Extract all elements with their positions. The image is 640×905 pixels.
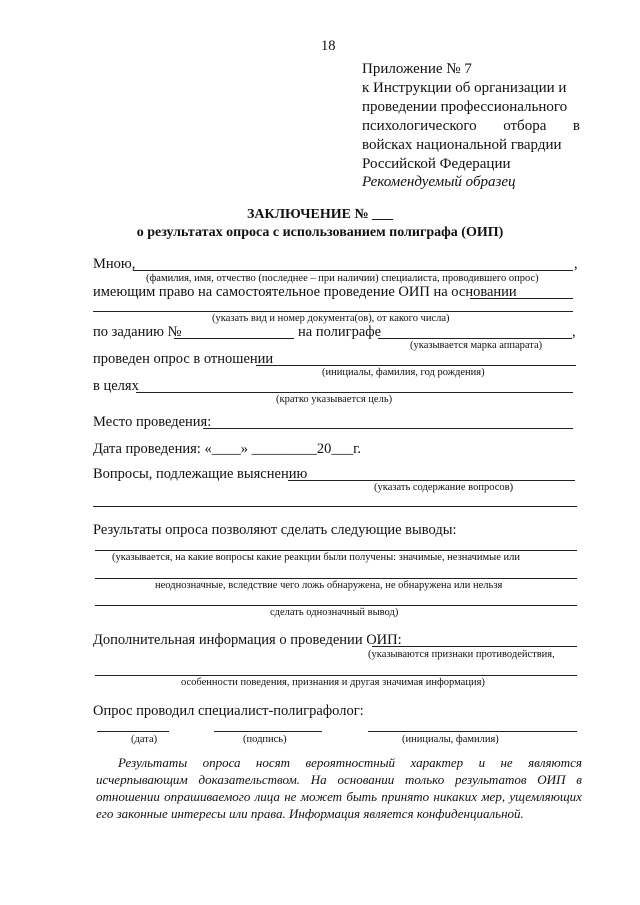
basis-field-continued[interactable] bbox=[93, 311, 573, 312]
to-label: Мною, bbox=[93, 256, 136, 272]
results-hint-3: сделать однозначный вывод) bbox=[270, 607, 399, 618]
to-hint: (фамилия, имя, отчество (последнее – при наличии) специалиста, проводившего опрос) bbox=[146, 273, 539, 284]
page-number: 18 bbox=[321, 38, 336, 54]
results-field-1[interactable] bbox=[95, 550, 577, 551]
specialist-label: Опрос проводил специалист-полиграфолог: bbox=[93, 703, 364, 719]
purpose-field[interactable] bbox=[136, 392, 573, 393]
sign-date-field[interactable] bbox=[97, 731, 169, 732]
note-line-4: его законные интересы или права. Информация является конфиденциальной. bbox=[96, 806, 524, 821]
polygraph-hint: (указывается марка аппарата) bbox=[410, 340, 543, 351]
questions-hint: (указать содержание вопросов) bbox=[374, 482, 514, 493]
additional-field[interactable] bbox=[372, 646, 577, 647]
additional-hint-2: особенности поведения, признания и другая значимая информация) bbox=[181, 677, 485, 688]
appendix-line: Российской Федерации bbox=[362, 156, 511, 172]
additional-field-continued[interactable] bbox=[95, 675, 577, 676]
task-number-field[interactable] bbox=[174, 338, 294, 339]
right-label: имеющим право на самостоятельное проведение ОИП на основании bbox=[93, 284, 517, 300]
sign-signature-caption: (подпись) bbox=[243, 734, 287, 745]
appendix-block bbox=[362, 60, 580, 174]
purpose-label: в целях bbox=[93, 378, 139, 394]
appendix-title: Приложение № 7 bbox=[362, 61, 472, 77]
questions-field-continued[interactable] bbox=[93, 506, 577, 507]
appendix-line: войсках национальной гвардии bbox=[362, 137, 562, 153]
results-field-3[interactable] bbox=[95, 605, 577, 606]
results-hint-2: неоднозначные, вследствие чего ложь обнаружена, не обнаружена или нельзя bbox=[155, 580, 503, 591]
sign-name-field[interactable] bbox=[368, 731, 577, 732]
subject-label: проведен опрос в отношении bbox=[93, 351, 274, 367]
disclaimer-note bbox=[96, 754, 582, 822]
subject-field[interactable] bbox=[256, 365, 576, 366]
note-line-3: отношении опрашиваемого лица не может быть принято никаких мер, ущемляющих bbox=[96, 789, 582, 804]
additional-hint-1: (указываются признаки противодействия, bbox=[368, 649, 555, 660]
results-field-2[interactable] bbox=[95, 578, 577, 579]
appendix-line: проведении профессионального bbox=[362, 99, 568, 115]
polygraph-label: на полиграфе bbox=[298, 324, 382, 340]
signature-field[interactable] bbox=[214, 731, 322, 732]
date-field[interactable]: Дата проведения: «____» _________20___г. bbox=[93, 441, 362, 457]
results-label: Результаты опроса позволяют сделать следующие выводы: bbox=[93, 522, 457, 538]
document-title: ЗАКЛЮЧЕНИЕ № ___ bbox=[246, 207, 394, 222]
sign-date-caption: (дата) bbox=[131, 734, 158, 745]
basis-field[interactable] bbox=[470, 298, 573, 299]
appendix-line: психологического отбора в bbox=[362, 118, 580, 134]
subject-hint: (инициалы, фамилия, год рождения) bbox=[322, 367, 485, 378]
sample-label: Рекомендуемый образец bbox=[362, 174, 516, 190]
sign-name-caption: (инициалы, фамилия) bbox=[402, 734, 499, 745]
task-label: по заданию № bbox=[93, 324, 182, 340]
polygraph-field[interactable] bbox=[378, 338, 572, 339]
document-subtitle: о результатах опроса с использованием полиграфа (ОИП) bbox=[136, 225, 504, 240]
place-field[interactable] bbox=[203, 428, 573, 429]
place-label: Место проведения: bbox=[93, 414, 212, 430]
additional-label: Дополнительная информация о проведении ОИП: bbox=[93, 632, 402, 648]
specialist-name-field[interactable] bbox=[133, 270, 573, 271]
questions-label: Вопросы, подлежащие выяснению bbox=[93, 466, 308, 482]
appendix-line: к Инструкции об организации и bbox=[362, 80, 567, 96]
questions-field[interactable] bbox=[288, 480, 575, 481]
results-hint-1: (указывается, на какие вопросы какие реакции были получены: значимые, незначимые или bbox=[112, 552, 520, 563]
note-line-2: исчерпывающим доказательством. На основании только результатов ОИП в bbox=[96, 772, 582, 787]
doc-hint: (указать вид и номер документа(ов), от какого числа) bbox=[212, 313, 450, 324]
purpose-hint: (кратко указывается цель) bbox=[276, 394, 393, 405]
note-line-1: Результаты опроса носят вероятностный характер и не являются bbox=[118, 755, 582, 770]
